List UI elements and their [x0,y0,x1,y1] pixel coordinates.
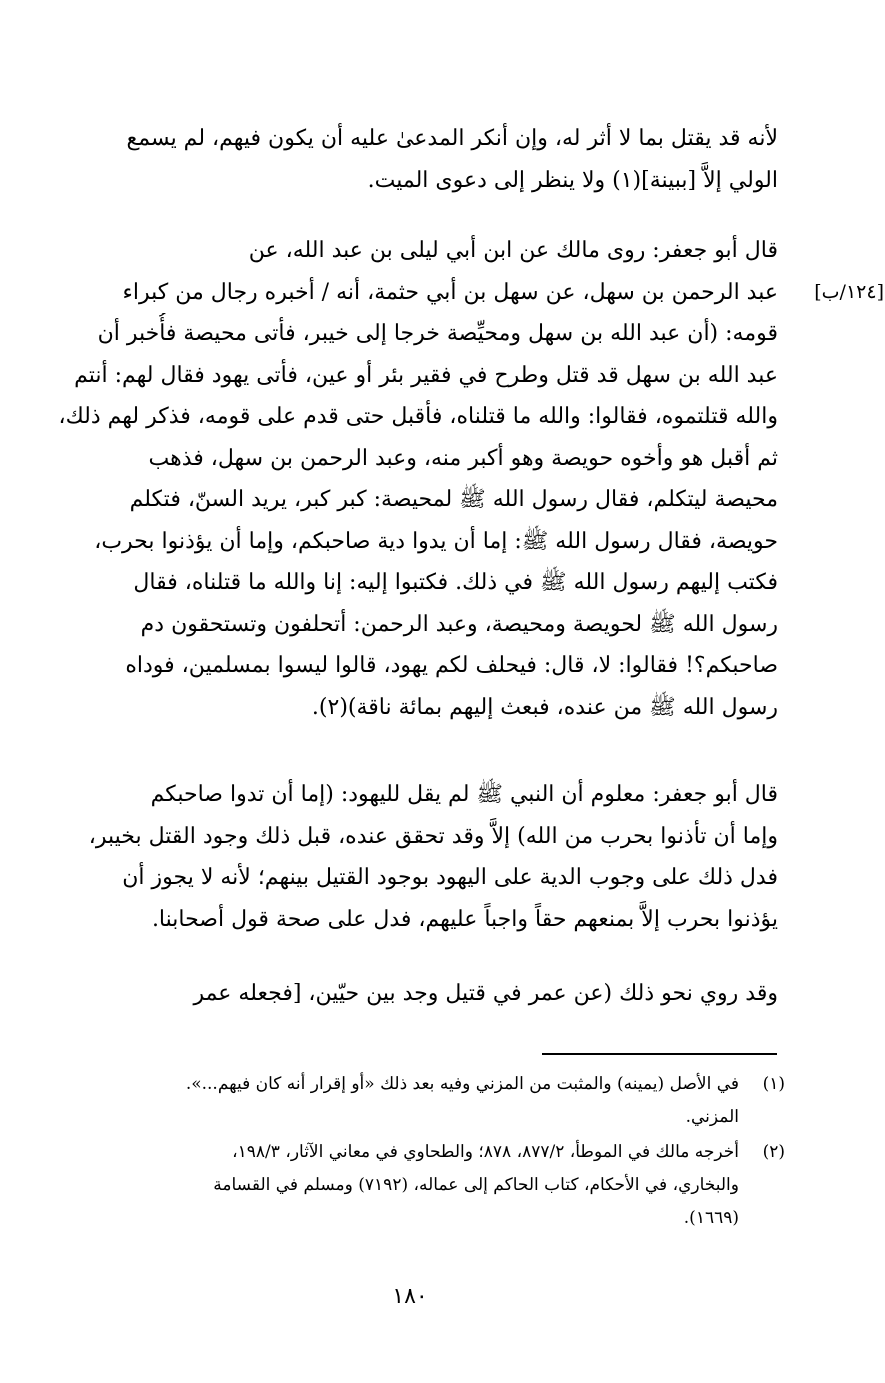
text-line: رسول الله ﷺ لحويصة ومحيصة، وعبد الرحمن: أتحلفون وتستحقون دم [140,611,778,637]
paragraph-4 [30,973,778,1015]
text-line: صاحبكم؟! فقالوا: لا، قال: فيحلف لكم يهود، قالوا ليسوا بمسلمين، فوداه [125,653,778,678]
footnote-separator [542,1053,777,1055]
footnote-line: (١٦٦٩). [683,1208,739,1228]
footnote-text [30,1136,739,1235]
text-line: رسول الله ﷺ من عنده، فبعث إليهم بمائة ناقة)(٢). [311,694,778,720]
footnote-text [30,1068,739,1134]
footnote-line: في الأصل (يمينه) والمثبت من المزني وفيه بعد ذلك «أو إقرار أنه كان فيهم...». [185,1074,739,1094]
text-line: قال أبو جعفر: روى مالك عن ابن أبي ليلى بن عبد الله، عن [248,238,778,263]
footnote-number: (١) [762,1074,785,1094]
text-line: والله قتلتموه، فقالوا: والله ما قتلناه، فأقبل حتى قدم على قومه، فذكر لهم ذلك، [58,404,778,429]
text-line: وإما أن تأذنوا بحرب من الله) إلاَّ وقد تحقق عنده، قبل ذلك وجود القتل بخيبر، [88,823,778,849]
footnote-line: المزني. [685,1107,739,1127]
text-line: عبد الرحمن بن سهل، عن سهل بن أبي حثمة، أنه / أخبره رجال من كبراء [122,279,778,305]
text-line: الولي إلاَّ [ببينة](١) ولا ينظر إلى دعوى الميت. [367,167,778,193]
footnote-line: أخرجه مالك في الموطأ، ٨٧٧/٢، ٨٧٨؛ والطحاوي في معاني الآثار، ١٩٨/٣، [232,1142,739,1162]
paragraph-3 [30,774,778,940]
text-line: محيصة ليتكلم، فقال رسول الله ﷺ لمحيصة: كبر كبر، يريد السنّ، فتكلم [129,487,778,512]
footnote-line: والبخاري، في الأحكام، كتاب الحاكم إلى عماله، (٧١٩٢) ومسلم في القسامة [213,1175,739,1195]
text-line: فكتب إليهم رسول الله ﷺ في ذلك. فكتبوا إليه: إنا والله ما قتلناه، فقال [133,570,778,595]
text-line: يؤذنوا بحرب إلاَّ بمنعهم حقاً واجباً عليهم، فدل على صحة قول أصحابنا. [151,906,778,932]
page-number: ١٨٠ [392,1284,428,1309]
text-line: ثم أقبل هو وأخوه حويصة وهو أكبر منه، وعبد الرحمن بن سهل، فذهب [148,445,778,471]
footnote-2 [30,1136,785,1235]
footnote-number: (٢) [762,1142,785,1162]
paragraph-2 [30,230,778,728]
paragraph-1 [30,118,778,201]
footnotes [30,1068,785,1237]
text-line: قومه: (أن عبد الله بن سهل ومحيِّصة خرجا إلى خيبر، فأتى محيصة فأُخبر أن [97,321,778,346]
text-line: فدل ذلك على وجوب الدية على اليهود بوجود القتيل بينهم؛ لأنه لا يجوز أن [122,865,778,890]
folio-marker: [١٢٤/ب] [814,281,884,303]
text-line: عبد الله بن سهل قد قتل وطرح في فقير بئر أو عين، فأتى يهود فقال لهم: أنتم [74,362,778,388]
text-line: لأنه قد يقتل بما لا أثر له، وإن أنكر المدعىٰ عليه أن يكون فيهم، لم يسمع [126,126,778,151]
footnote-1 [30,1068,785,1134]
text-line: وقد روي نحو ذلك (عن عمر في قتيل وجد بين حيّين، [فجعله عمر [193,981,778,1006]
text-line: قال أبو جعفر: معلوم أن النبي ﷺ لم يقل لليهود: (إما أن تدوا صاحبكم [150,782,778,807]
text-line: حويصة، فقال رسول الله ﷺ: إما أن يدوا دية صاحبكم، وإما أن يؤذنوا بحرب، [94,528,778,554]
